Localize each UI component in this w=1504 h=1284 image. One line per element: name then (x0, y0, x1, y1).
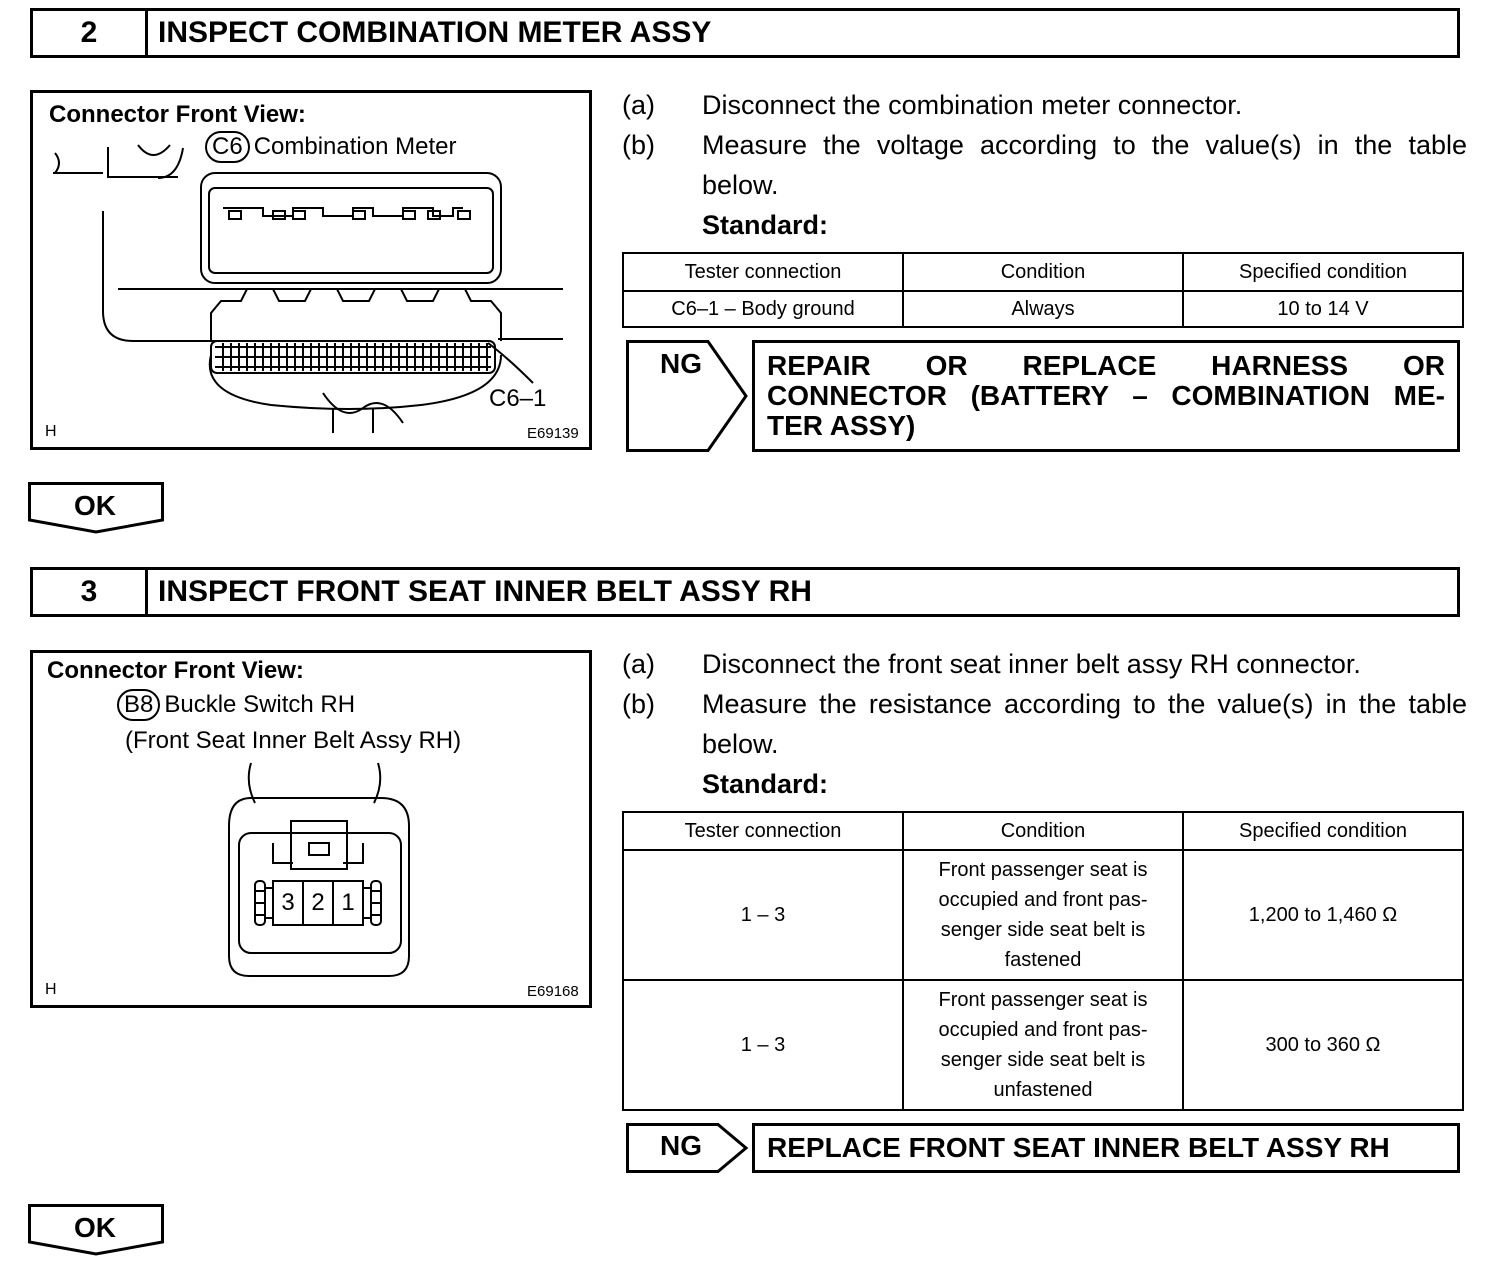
step-number: 2 (33, 11, 148, 55)
standard-label: Standard: (702, 210, 829, 240)
ok-label: OK (74, 1212, 116, 1243)
ng-action-line: TER ASSY) (767, 410, 916, 441)
pin-number: 2 (311, 889, 325, 916)
table-cell: 300 to 360 Ω (1183, 980, 1463, 1110)
step-3-header (30, 567, 1460, 617)
table-cell: 10 to 14 V (1183, 291, 1463, 327)
table-header-row (623, 812, 1463, 850)
table-row (623, 850, 1463, 980)
pin-number: 1 (341, 889, 355, 916)
step-number: 3 (33, 570, 148, 614)
step-2-ng-result (626, 340, 1466, 452)
step-title: INSPECT FRONT SEAT INNER BELT ASSY RH (158, 575, 812, 608)
instruction-item: (a) Disconnect the combination meter connector. (622, 90, 1243, 120)
column-header: Condition (903, 253, 1183, 291)
column-header: Tester connection (623, 253, 903, 291)
column-header: Condition (903, 812, 1183, 850)
step-2-ok-tag (28, 482, 166, 534)
step-2-spec-table (622, 252, 1464, 328)
ng-action-box (752, 1123, 1460, 1173)
table-cell: 1 – 3 (623, 850, 903, 980)
figure-title: Connector Front View: (49, 101, 306, 128)
column-header: Specified condition (1183, 812, 1463, 850)
connector-illustration-b8 (30, 650, 592, 1008)
connector-code: B8 (117, 689, 160, 721)
ng-action-line: REPLACE FRONT SEAT INNER BELT ASSY RH (767, 1132, 1390, 1163)
step-3-ng-result (626, 1123, 1466, 1173)
step-2-header (30, 8, 1460, 58)
connector-name: Combination Meter (253, 133, 457, 160)
connector-caption (117, 689, 355, 721)
table-cell: 1,200 to 1,460 Ω (1183, 850, 1463, 980)
table-cell: Always (903, 291, 1183, 327)
column-header: Tester connection (623, 812, 903, 850)
column-header: Specified condition (1183, 253, 1463, 291)
connector-subcaption: (Front Seat Inner Belt Assy RH) (125, 727, 462, 754)
figure-title: Connector Front View: (47, 657, 304, 684)
figure-id: E69168 (527, 983, 579, 1000)
step-3-instructions (622, 644, 1467, 804)
connector-code: C6 (205, 131, 250, 163)
table-row (623, 291, 1463, 327)
pin-label: C6–1 (489, 385, 547, 412)
table-row (623, 980, 1463, 1110)
table-cell: Front passenger seat is occupied and front pas- senger side seat belt is unfastened (903, 980, 1183, 1110)
step-3-spec-table (622, 811, 1464, 1111)
connector-caption (205, 131, 456, 163)
connector-illustration-c6 (30, 90, 592, 450)
step-3-ok-tag (28, 1204, 166, 1256)
ng-action-box (752, 340, 1460, 452)
figure-id: E69139 (527, 425, 579, 442)
step-2-instructions (622, 85, 1467, 245)
connector-name: Buckle Switch RH (164, 691, 356, 718)
ng-action-line: CONNECTOR (BATTERY – COMBINATION ME- (767, 380, 1445, 411)
ng-label: NG (660, 1130, 702, 1161)
step-title: INSPECT COMBINATION METER ASSY (158, 16, 712, 49)
pin-number: 3 (281, 889, 295, 916)
instruction-item: (a) Disconnect the front seat inner belt assy RH connector. (622, 649, 1361, 679)
table-header-row (623, 253, 1463, 291)
table-cell: C6–1 – Body ground (623, 291, 903, 327)
ng-action-line: REPAIR OR REPLACE HARNESS OR (767, 350, 1445, 381)
corner-mark: H (45, 423, 57, 440)
instruction-item: (b) Measure the resistance according to the value(s) in the table below. (622, 689, 1467, 759)
table-cell: Front passenger seat is occupied and front pas- senger side seat belt is fastened (903, 850, 1183, 980)
table-cell: 1 – 3 (623, 980, 903, 1110)
instruction-item: (b) Measure the voltage according to the value(s) in the table below. (622, 130, 1467, 200)
ng-label: NG (660, 348, 702, 379)
corner-mark: H (45, 981, 57, 998)
ok-label: OK (74, 490, 116, 521)
standard-label: Standard: (702, 769, 829, 799)
